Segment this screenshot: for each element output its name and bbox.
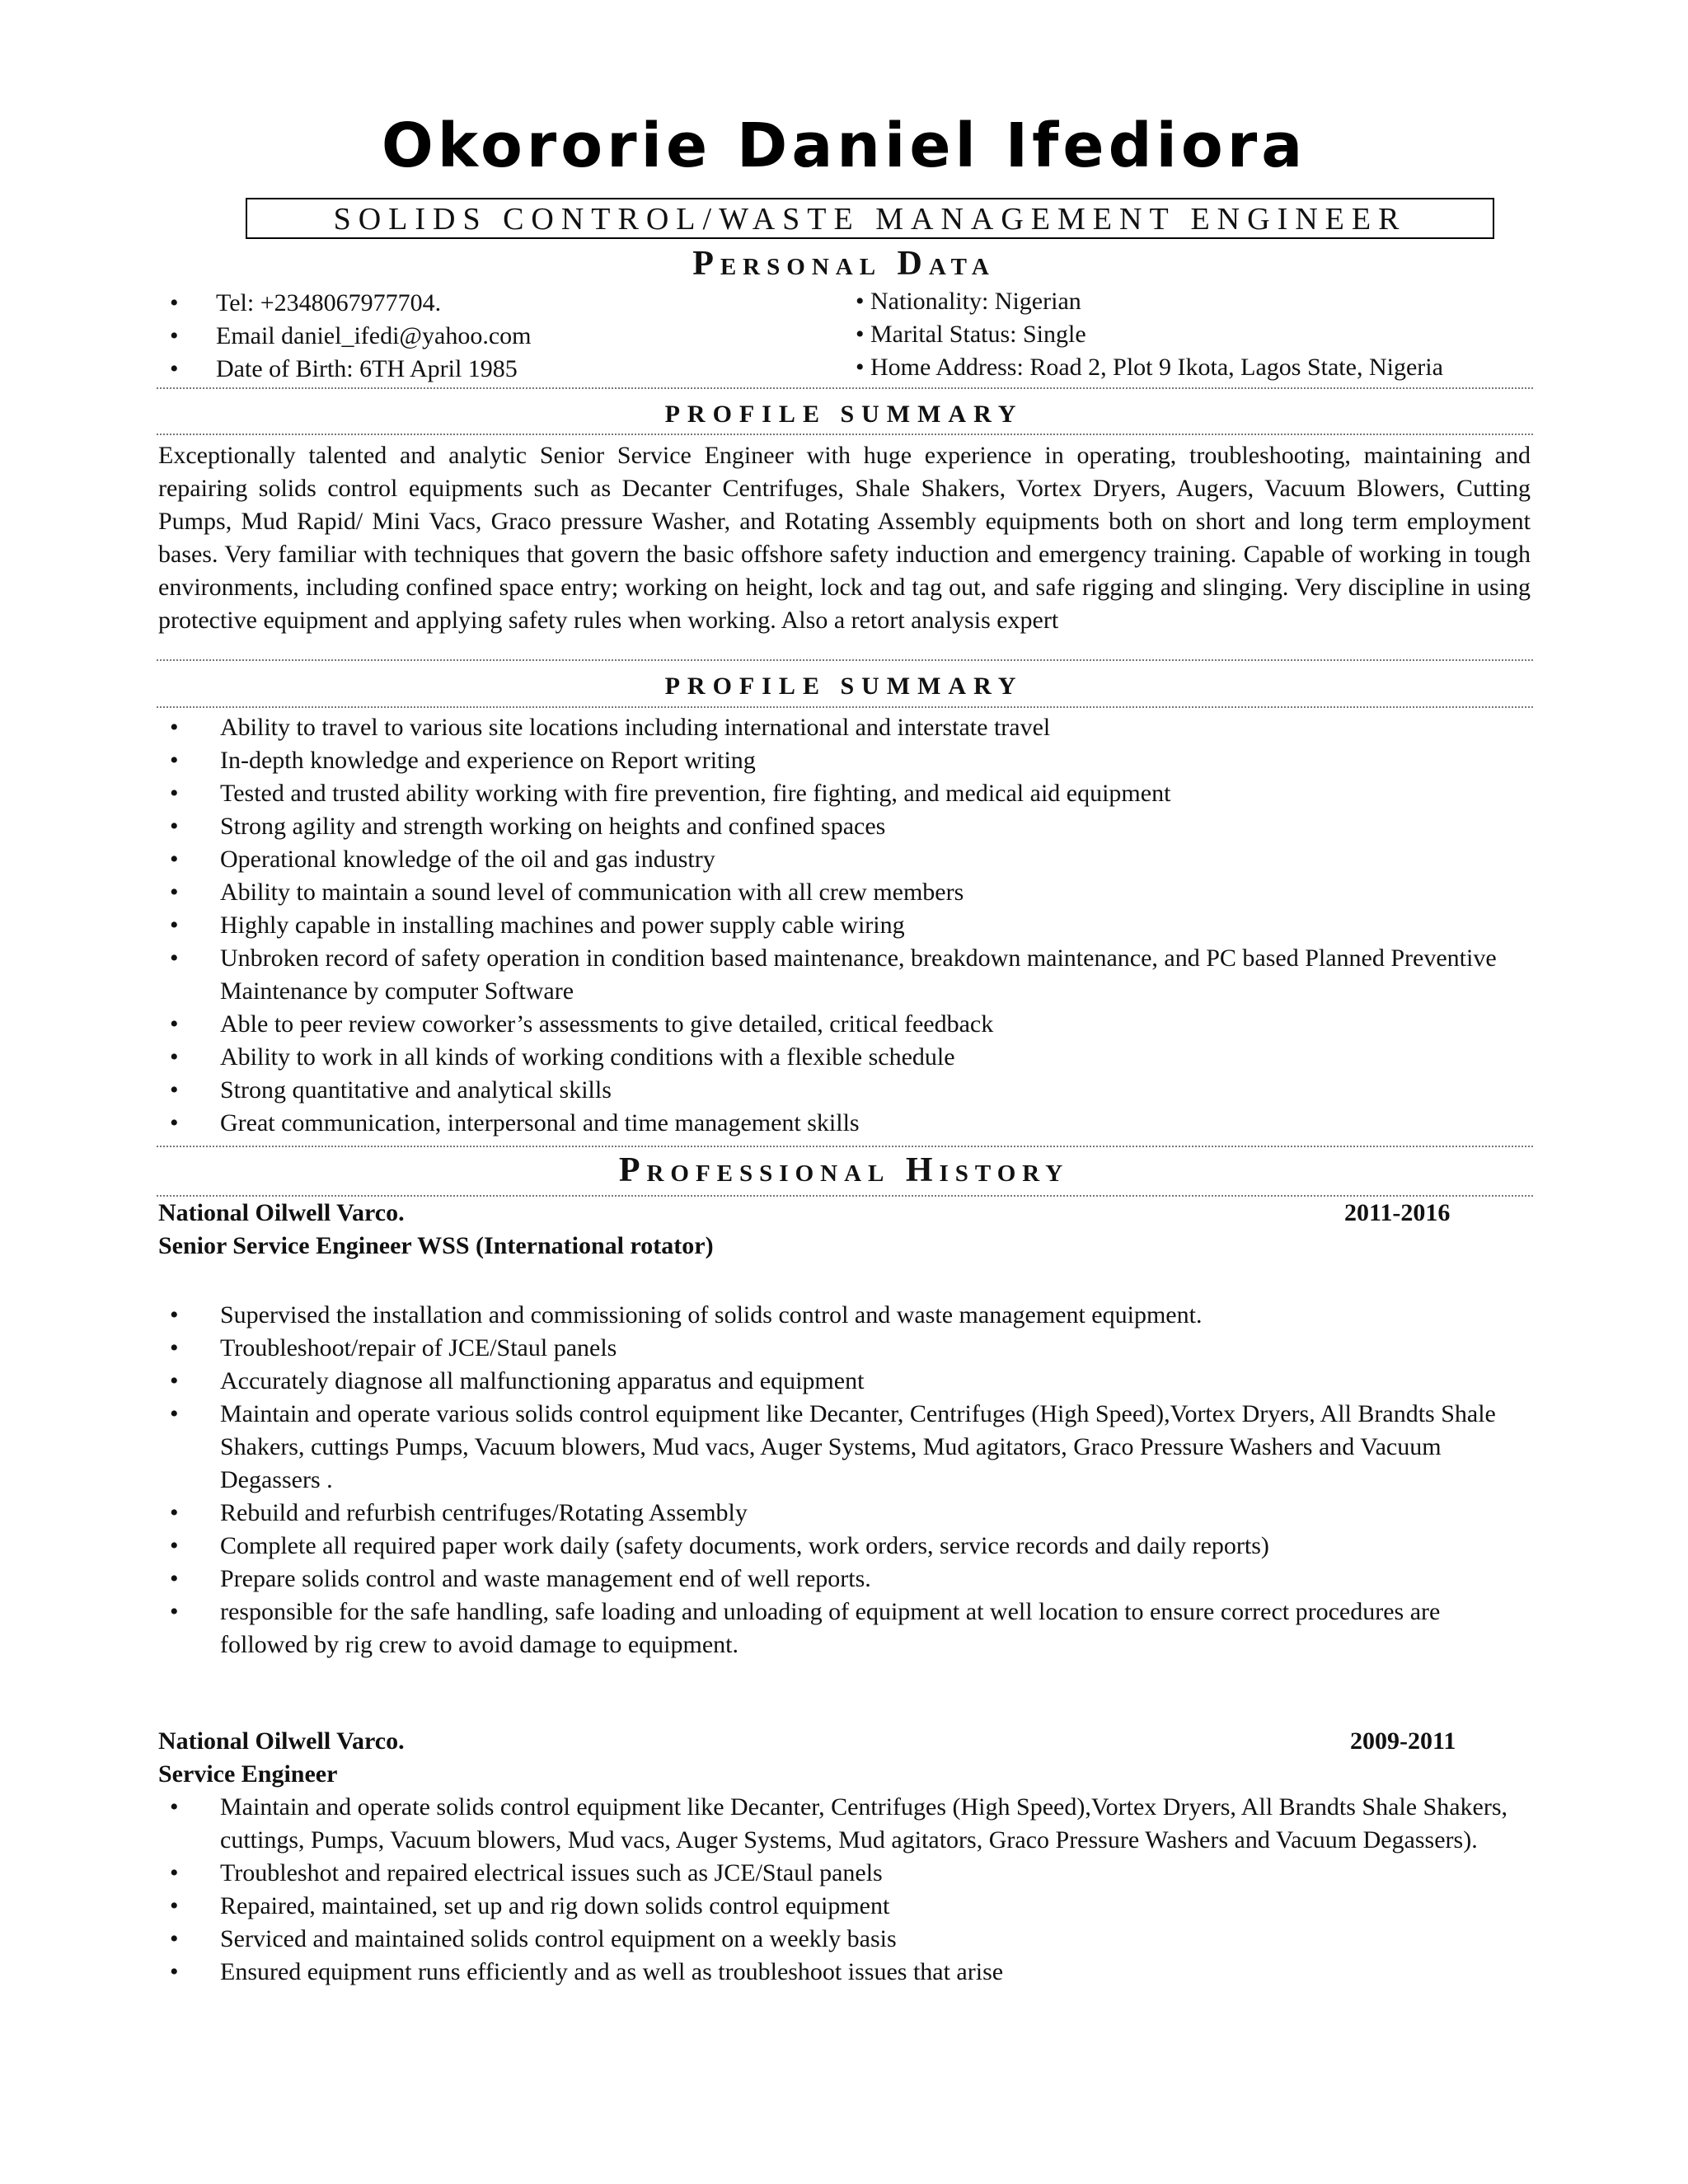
- job-company: National Oilwell Varco.: [158, 1199, 405, 1226]
- list-item: [0, 1890, 1688, 1923]
- divider: [157, 387, 1533, 389]
- nationality-text: • Nationality: Nigerian: [856, 288, 1081, 315]
- bullet: •: [170, 355, 179, 382]
- bullet: •: [170, 1925, 179, 1952]
- job-duties-list: [0, 1299, 1688, 1661]
- bullet: •: [170, 1109, 179, 1137]
- job-years: 2009-2011: [1350, 1727, 1456, 1755]
- list-item: [0, 711, 1688, 744]
- duty-text: Maintain and operate solids control equipment like Decanter, Centrifuges (High Speed),Vortex Dryers, All Brandts Shale Shakers, cuttings, Pumps, Vacuum blowers, Mud vacs, Auger Systems, Mud agitators, Graco Pressure Washers and Vacuum Degassers).: [220, 1793, 1508, 1854]
- job-role: Service Engineer: [158, 1760, 338, 1788]
- list-item: [0, 744, 1688, 777]
- bullet: •: [170, 322, 179, 349]
- bullet: •: [170, 813, 179, 840]
- job-title-box: SOLIDS CONTROL/WASTE MANAGEMENT ENGINEER: [246, 198, 1494, 239]
- bullet: •: [170, 1010, 179, 1038]
- skills-list: [0, 711, 1688, 1140]
- duty-text: Troubleshoot/repair of JCE/Staul panels: [220, 1334, 617, 1361]
- duty-text: Supervised the installation and commissioning of solids control and waste management equipment.: [220, 1301, 1203, 1329]
- bullet: •: [170, 747, 179, 774]
- personal-data-heading: Personal Data: [692, 245, 996, 283]
- divider: [157, 1146, 1533, 1147]
- bullet: •: [170, 1400, 179, 1427]
- phone-text: Tel: +2348067977704.: [216, 289, 442, 316]
- skill-text: Unbroken record of safety operation in condition based maintenance, breakdown maintenance, and PC based Planned Preventive Maintenance by computer Software: [220, 944, 1497, 1005]
- bullet: •: [170, 944, 179, 972]
- marital-status-text: • Marital Status: Single: [856, 321, 1086, 348]
- duty-text: Prepare solids control and waste management end of well reports.: [220, 1565, 871, 1592]
- bullet: •: [170, 1043, 179, 1071]
- bullet: •: [170, 912, 179, 939]
- bullet: •: [170, 1532, 179, 1559]
- list-item: [0, 1497, 1688, 1530]
- skill-text: Ability to travel to various site locations including international and interstate travel: [220, 714, 1051, 741]
- duty-text: Repaired, maintained, set up and rig down solids control equipment: [220, 1892, 890, 1919]
- job-duties-list: [0, 1791, 1688, 1989]
- bullet: •: [170, 846, 179, 873]
- duty-text: Complete all required paper work daily (safety documents, work orders, service records and daily reports): [220, 1532, 1269, 1559]
- skill-text: Operational knowledge of the oil and gas industry: [220, 846, 715, 873]
- list-item: [0, 1299, 1688, 1332]
- list-item: [0, 1074, 1688, 1107]
- skill-text: Strong quantitative and analytical skills: [220, 1076, 612, 1104]
- divider: [157, 706, 1533, 708]
- list-item: [0, 1107, 1688, 1140]
- bullet: •: [170, 1892, 179, 1919]
- bullet: •: [170, 1499, 179, 1526]
- list-item: [0, 1791, 1688, 1857]
- duty-text: Troubleshot and repaired electrical issues such as JCE/Staul panels: [220, 1859, 883, 1886]
- skill-text: Able to peer review coworker’s assessments to give detailed, critical feedback: [220, 1010, 994, 1038]
- duty-text: Accurately diagnose all malfunctioning apparatus and equipment: [220, 1367, 865, 1394]
- bullet: •: [170, 1334, 179, 1361]
- bullet: •: [170, 1958, 179, 1985]
- skill-text: Great communication, interpersonal and time management skills: [220, 1109, 860, 1137]
- list-item: [0, 942, 1688, 1008]
- bullet: •: [170, 714, 179, 741]
- list-item: [0, 1563, 1688, 1596]
- divider: [157, 434, 1533, 435]
- duty-text: Rebuild and refurbish centrifuges/Rotating Assembly: [220, 1499, 748, 1526]
- list-item: [0, 1530, 1688, 1563]
- duty-text: Serviced and maintained solids control equipment on a weekly basis: [220, 1925, 897, 1952]
- duty-text: Ensured equipment runs efficiently and as well as troubleshoot issues that arise: [220, 1958, 1004, 1985]
- job-company: National Oilwell Varco.: [158, 1727, 405, 1755]
- skill-text: Ability to maintain a sound level of communication with all crew members: [220, 879, 964, 906]
- list-item: [0, 1332, 1688, 1365]
- list-item: [0, 1596, 1688, 1661]
- list-item: [0, 909, 1688, 942]
- dob-text: Date of Birth: 6TH April 1985: [216, 355, 518, 382]
- profile-summary-heading: PROFILE SUMMARY: [664, 401, 1024, 428]
- bullet: •: [170, 780, 179, 807]
- skills-heading: PROFILE SUMMARY: [664, 673, 1024, 700]
- bullet: •: [170, 1301, 179, 1329]
- bullet: •: [170, 1565, 179, 1592]
- divider: [157, 659, 1533, 661]
- list-item: [0, 810, 1688, 843]
- email-text: Email daniel_ifedi@yahoo.com: [216, 322, 532, 349]
- home-address-text: • Home Address: Road 2, Plot 9 Ikota, Lagos State, Nigeria: [856, 354, 1443, 381]
- list-item: [0, 1923, 1688, 1956]
- bullet: •: [170, 1793, 179, 1821]
- skill-text: Ability to work in all kinds of working conditions with a flexible schedule: [220, 1043, 955, 1071]
- list-item: [0, 843, 1688, 876]
- bullet: •: [170, 1367, 179, 1394]
- duty-text: responsible for the safe handling, safe loading and unloading of equipment at well location to ensure correct procedures are followed by rig crew to avoid damage to equipment.: [220, 1598, 1441, 1658]
- skill-text: Strong agility and strength working on heights and confined spaces: [220, 813, 886, 840]
- skill-text: In-depth knowledge and experience on Report writing: [220, 747, 756, 774]
- list-item: [0, 876, 1688, 909]
- bullet: •: [170, 1598, 179, 1625]
- list-item: [0, 1857, 1688, 1890]
- list-item: [0, 1398, 1688, 1497]
- skill-text: Tested and trusted ability working with fire prevention, fire fighting, and medical aid equipment: [220, 780, 1171, 807]
- duty-text: Maintain and operate various solids control equipment like Decanter, Centrifuges (High Speed),Vortex Dryers, All Brandts Shale Shakers, cuttings Pumps, Vacuum blowers, Mud vacs, Auger Systems, Mud agitators, Graco Pressure Washers and Vacuum Degassers .: [220, 1400, 1496, 1493]
- bullet: •: [170, 289, 179, 316]
- job-years: 2011-2016: [1344, 1199, 1451, 1226]
- professional-history-heading: Professional History: [618, 1151, 1070, 1189]
- job-role: Senior Service Engineer WSS (International rotator): [158, 1232, 714, 1259]
- list-item: [0, 1365, 1688, 1398]
- candidate-name: Okororie Daniel Ifediora: [381, 110, 1307, 181]
- list-item: [0, 1956, 1688, 1989]
- bullet: •: [170, 1859, 179, 1886]
- bullet: •: [170, 1076, 179, 1104]
- profile-summary-paragraph: Exceptionally talented and analytic Senior Service Engineer with huge experience in operating, troubleshooting, maintaining and repairing solids control equipments such as Decanter Centrifuges, Shale Shakers, Vortex Dryers, Augers, Vacuum Blowers, Cutting Pumps, Mud Rapid/ Mini Vacs, Graco pressure Washer, and Rotating Assembly equipments both on short and long term employment bases. Very familiar with techniques that govern the basic offshore safety induction and emergency training. Capable of working in tough environments, including confined space entry; working on height, lock and tag out, and safe rigging and slinging. Very discipline in using protective equipment and applying safety rules when working. Also a retort analysis expert: [158, 442, 1531, 634]
- list-item: [0, 777, 1688, 810]
- bullet: •: [170, 879, 179, 906]
- list-item: [0, 1008, 1688, 1041]
- skill-text: Highly capable in installing machines and power supply cable wiring: [220, 912, 905, 939]
- list-item: [0, 1041, 1688, 1074]
